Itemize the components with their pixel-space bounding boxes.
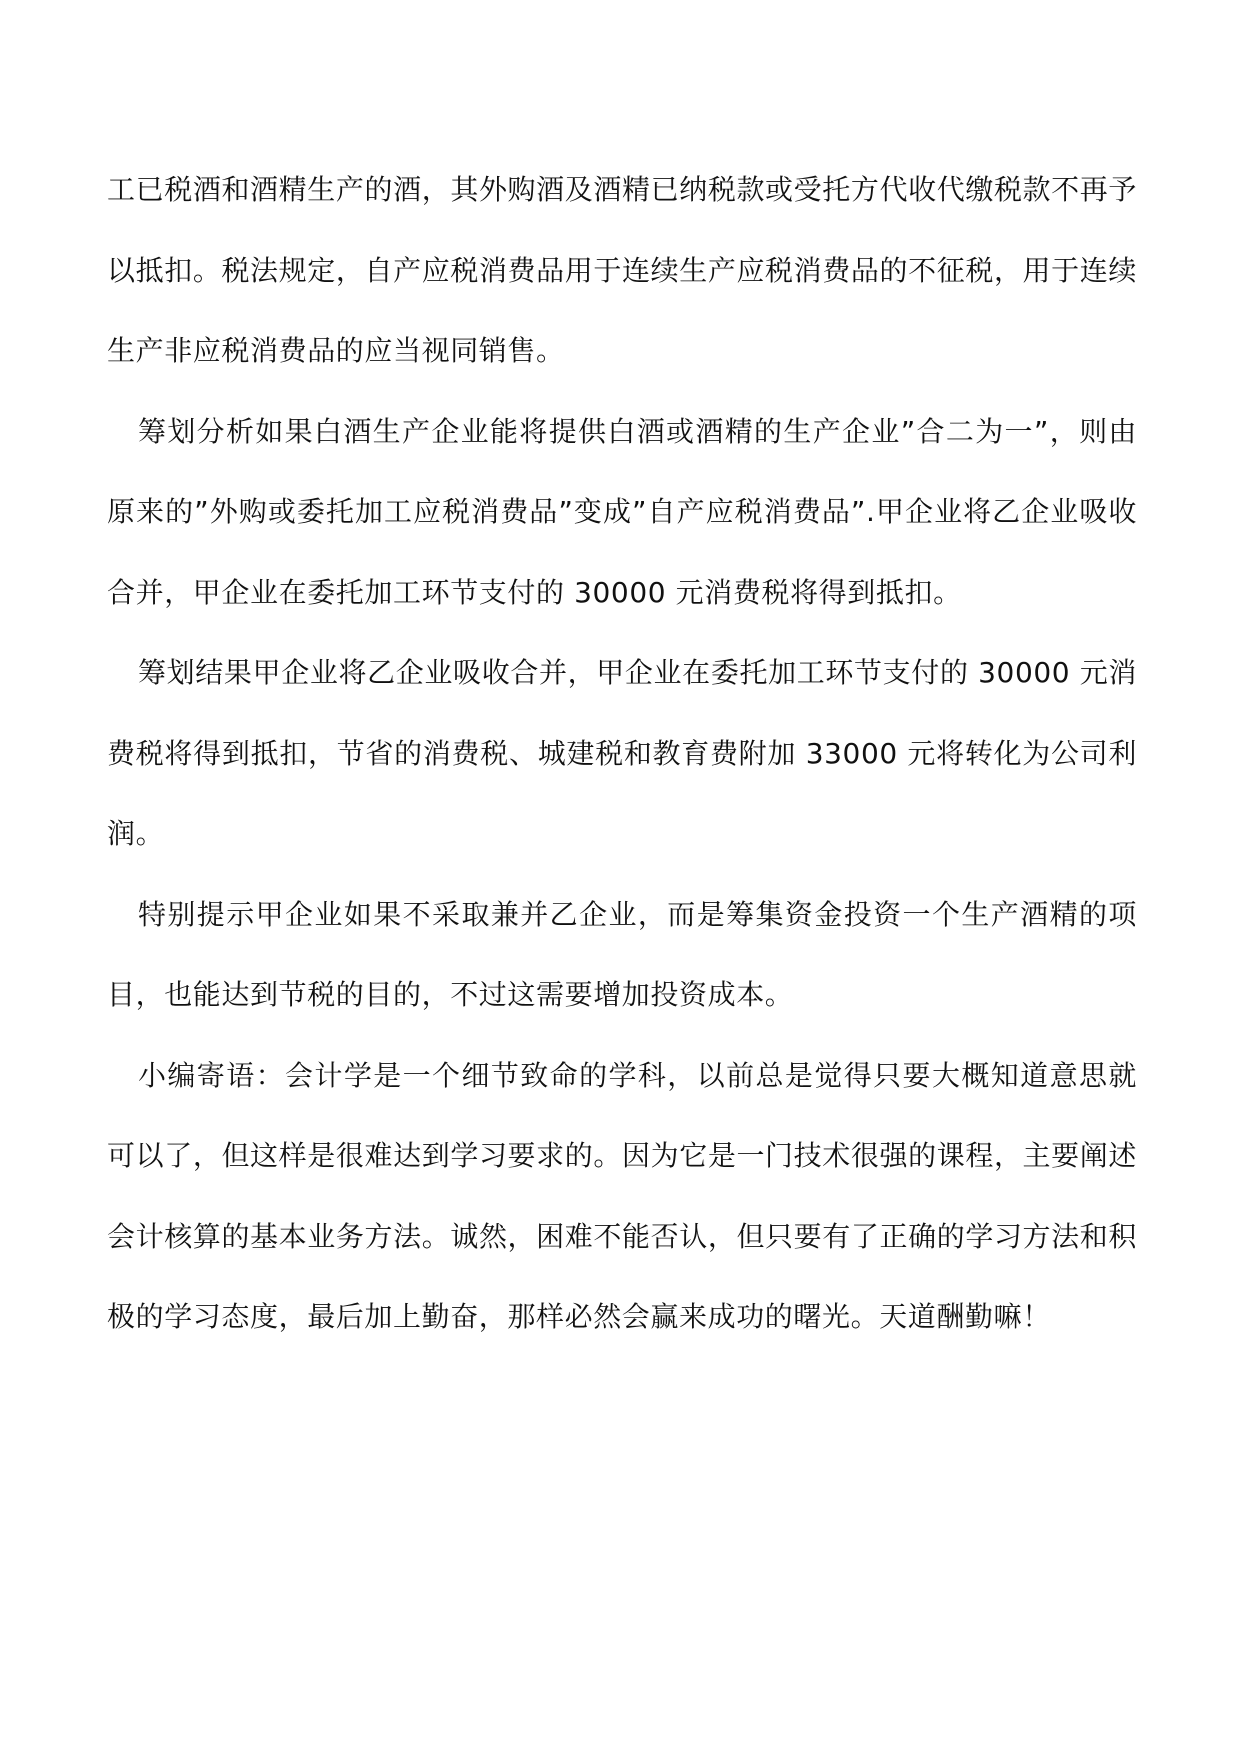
paragraph-2: 筹划分析如果白酒生产企业能将提供白酒或酒精的生产企业”合二为一”，则由原来的”外购或委托加工应税消费品”变成”自产应税消费品”.甲企业将乙企业吸收合并，甲企业在委托加工环节支付的 30000 元消费税将得到抵扣。 — [107, 414, 1137, 609]
paragraph-1: 工已税酒和酒精生产的酒，其外购酒及酒精已纳税款或受托方代收代缴税款不再予以抵扣。税法规定，自产应税消费品用于连续生产应税消费品的不征税，用于连续生产非应税消费品的应当视同销售。 — [107, 173, 1137, 367]
paragraph-5: 小编寄语：会计学是一个细节致命的学科，以前总是觉得只要大概知道意思就可以了，但这样是很难达到学习要求的。因为它是一门技术很强的课程，主要阐述会计核算的基本业务方法。诚然，困难不能否认，但只要有了正确的学习方法和积极的学习态度，最后加上勤奋，那样必然会赢来成功的曙光。天道酬勤嘛！ — [107, 1058, 1137, 1333]
document-body — [107, 150, 1137, 1358]
paragraph-4: 特别提示甲企业如果不采取兼并乙企业，而是筹集资金投资一个生产酒精的项目，也能达到节税的目的，不过这需要增加投资成本。 — [107, 897, 1137, 1011]
paragraph-3: 筹划结果甲企业将乙企业吸收合并，甲企业在委托加工环节支付的 30000 元消费税将得到抵扣，节省的消费税、城建税和教育费附加 33000 元将转化为公司利润。 — [107, 656, 1137, 850]
